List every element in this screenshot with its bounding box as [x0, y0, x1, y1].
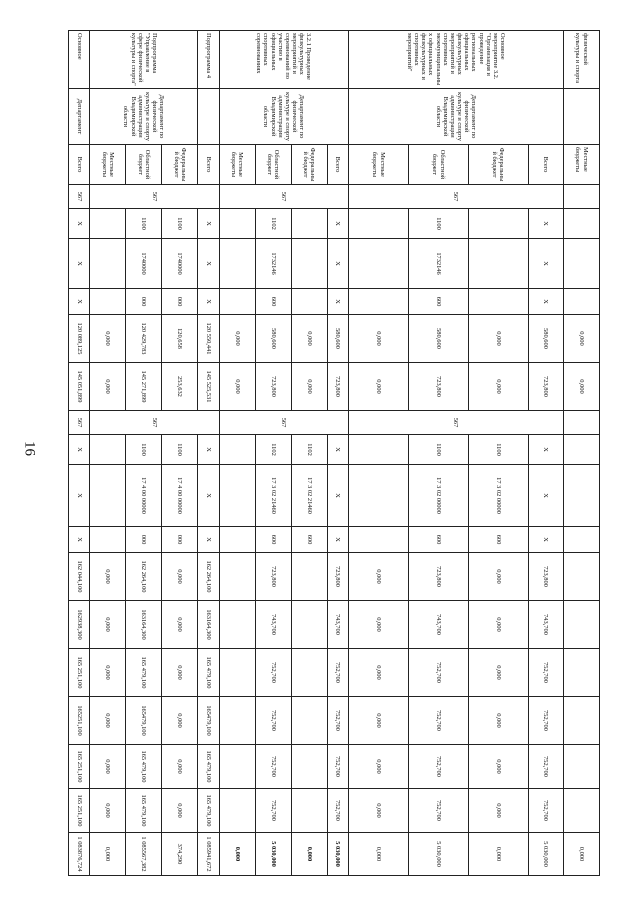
table-cell: 567: [90, 411, 219, 435]
table-cell: X: [528, 465, 563, 527]
table-cell: 120 089,125: [69, 315, 90, 363]
table-cell: Департамент по физической культуре и спорту администрации Владимирской области: [348, 89, 563, 145]
table-cell: 0,000: [468, 833, 528, 876]
table-cell: [563, 745, 599, 789]
table-cell: [563, 649, 599, 697]
table-cell: 162 264,100: [126, 553, 162, 601]
table-cell: 0,000: [219, 833, 255, 876]
table-cell: [563, 601, 599, 649]
table-cell: [563, 185, 599, 209]
table-cell: 567: [69, 185, 90, 209]
table-cell: 0,000: [162, 553, 198, 601]
table-cell: X: [528, 527, 563, 553]
table-cell: 0,000: [348, 789, 408, 833]
table-cell: 1732146: [255, 239, 291, 289]
table-cell: Местные бюджеты: [348, 145, 408, 185]
table-cell: 165 251,100: [69, 649, 90, 697]
table-cell: 120 550,441: [198, 315, 219, 363]
table-cell: Департамент по физической культуре и спорту администрации Владимирской области: [90, 89, 198, 145]
table-cell: 600: [408, 527, 468, 553]
table-cell: 165 479,100: [198, 745, 219, 789]
table-cell: Федеральный бюджет: [291, 145, 327, 185]
table-row: [69, 31, 90, 876]
table-cell: 0,000: [90, 363, 126, 411]
table-cell: [219, 435, 255, 465]
table-cell: 752,700: [408, 745, 468, 789]
table-row: [255, 31, 291, 876]
table-cell: [198, 89, 219, 145]
table-cell: 580,600: [408, 315, 468, 363]
table-cell: 0,000: [219, 363, 255, 411]
table-cell: 162938,300: [69, 601, 90, 649]
table-cell: [563, 435, 599, 465]
table-cell: 600: [291, 527, 327, 553]
table-cell: 752,700: [255, 649, 291, 697]
table-cell: 723,800: [327, 363, 348, 411]
table-cell: Местные бюджеты: [90, 145, 126, 185]
table-cell: [348, 527, 408, 553]
table-cell: физической культуры и спорта: [563, 31, 599, 89]
table-cell: [90, 435, 126, 465]
table-row: [348, 31, 408, 876]
table-cell: 752,700: [327, 649, 348, 697]
table-cell: X: [327, 209, 348, 239]
table-cell: 723,800: [255, 553, 291, 601]
table-row: [327, 31, 348, 876]
table-cell: 752,700: [408, 697, 468, 745]
table-cell: 0,000: [563, 833, 599, 876]
table-row: [198, 31, 219, 876]
table-cell: 0,000: [563, 363, 599, 411]
table-cell: [219, 697, 255, 745]
table-row: [219, 31, 255, 876]
table-cell: 0,000: [90, 789, 126, 833]
table-cell: 163164,300: [126, 601, 162, 649]
table-cell: X: [198, 435, 219, 465]
table-cell: [563, 239, 599, 289]
table-cell: [291, 649, 327, 697]
table-cell: 1 085941,672: [198, 833, 219, 876]
table-cell: 752,700: [327, 789, 348, 833]
table-cell: [219, 527, 255, 553]
table-cell: 723,800: [327, 553, 348, 601]
table-cell: Федеральный бюджет: [468, 145, 528, 185]
table-cell: 752,700: [255, 789, 291, 833]
table-cell: 1732146: [408, 239, 468, 289]
table-cell: X: [69, 435, 90, 465]
table-cell: X: [528, 209, 563, 239]
table-row: [126, 31, 162, 876]
table-cell: 165 479,100: [126, 745, 162, 789]
table-cell: [219, 209, 255, 239]
table-cell: 165 479,100: [126, 649, 162, 697]
table-cell: X: [69, 465, 90, 527]
table-cell: 0,000: [468, 553, 528, 601]
table-cell: 165 479,100: [198, 649, 219, 697]
table-cell: Основное мероприятие 3.2. "Организация и проведение региональных официальных физкультурных мероприятий и спортивных межмуниципальных официальных физкультурных и спортивных мероприятий": [348, 31, 563, 89]
table-cell: 5 030,000: [255, 833, 291, 876]
table-cell: 567: [348, 411, 563, 435]
table-cell: 1100: [126, 209, 162, 239]
table-cell: 567: [219, 411, 348, 435]
table-cell: 0,000: [348, 833, 408, 876]
table-cell: 580,600: [327, 315, 348, 363]
table-cell: [90, 527, 126, 553]
table-cell: [219, 465, 255, 527]
table-row: [408, 31, 468, 876]
table-cell: [219, 289, 255, 315]
table-cell: 752,700: [528, 697, 563, 745]
table-cell: Всего: [69, 145, 90, 185]
table-cell: 743,700: [528, 601, 563, 649]
table-row: [528, 31, 563, 876]
table-cell: 165251,100: [69, 697, 90, 745]
table-cell: Всего: [528, 145, 563, 185]
table-cell: 1102: [255, 435, 291, 465]
table-cell: 0,000: [348, 553, 408, 601]
table-cell: 0,000: [90, 553, 126, 601]
table-cell: 1100: [408, 209, 468, 239]
table-cell: 165 251,100: [69, 745, 90, 789]
table-row: [468, 31, 528, 876]
table-cell: 17 3 02 21460: [291, 465, 327, 527]
table-cell: X: [327, 289, 348, 315]
table-cell: 0,000: [219, 315, 255, 363]
table-cell: 0,000: [348, 745, 408, 789]
table-cell: 5 030,000: [408, 833, 468, 876]
table-cell: X: [69, 209, 90, 239]
table-cell: [563, 697, 599, 745]
table-cell: 17 3 02 00000: [468, 465, 528, 527]
table-cell: 743,700: [255, 601, 291, 649]
table-cell: 0,000: [348, 363, 408, 411]
table-cell: 0,000: [348, 315, 408, 363]
table-cell: [291, 289, 327, 315]
table-cell: 120,658: [162, 315, 198, 363]
table-cell: 1100: [162, 435, 198, 465]
table-cell: 165479,100: [126, 697, 162, 745]
table-cell: 1740000: [162, 239, 198, 289]
table-cell: X: [198, 465, 219, 527]
table-cell: 1 085567,382: [126, 833, 162, 876]
table-cell: Всего: [327, 145, 348, 185]
table-cell: 752,700: [408, 649, 468, 697]
table-cell: [291, 745, 327, 789]
table-cell: [219, 601, 255, 649]
table-cell: 17 4 00 00000: [126, 465, 162, 527]
table-cell: 1100: [162, 209, 198, 239]
table-cell: [219, 649, 255, 697]
table-cell: 1100: [468, 435, 528, 465]
table-cell: 0,000: [90, 745, 126, 789]
table-cell: 0,000: [162, 649, 198, 697]
table-cell: 0,000: [162, 601, 198, 649]
table-cell: 0,000: [90, 833, 126, 876]
table-cell: [291, 697, 327, 745]
table-cell: [468, 289, 528, 315]
table-cell: Подпрограмма "Управление в сфере физической культуры и спорта": [90, 31, 198, 89]
table-cell: 567: [219, 185, 348, 209]
table-cell: 752,700: [528, 649, 563, 697]
table-cell: 0,000: [468, 789, 528, 833]
table-cell: 1 083876,724: [69, 833, 90, 876]
table-cell: X: [327, 527, 348, 553]
page-number: 16: [21, 441, 38, 456]
table-cell: 0,000: [291, 315, 327, 363]
table-cell: 0,000: [291, 363, 327, 411]
table-cell: [563, 789, 599, 833]
table-cell: Всего: [198, 145, 219, 185]
table-cell: [563, 209, 599, 239]
table-cell: Местные бюджеты: [563, 145, 599, 185]
table-cell: 580,600: [255, 315, 291, 363]
table-cell: X: [198, 527, 219, 553]
table-cell: 600: [255, 527, 291, 553]
rotated-page: [68, 30, 600, 875]
table-cell: 145 051,899: [69, 363, 90, 411]
table-cell: 3.2.1 Проведение физкультурных мероприятий и соревнований по участию в официальных спортивных соревнованиях: [219, 31, 348, 89]
table-cell: Подпрограмма 4: [198, 31, 219, 89]
table-cell: [219, 239, 255, 289]
table-cell: Основное: [69, 31, 90, 89]
table-cell: 253,632: [162, 363, 198, 411]
table-row: [291, 31, 327, 876]
table-cell: [291, 239, 327, 289]
table-cell: [468, 209, 528, 239]
table-cell: 600: [408, 289, 468, 315]
table-cell: X: [69, 239, 90, 289]
table-cell: [90, 209, 126, 239]
table-cell: 752,700: [255, 745, 291, 789]
table-cell: 000: [126, 289, 162, 315]
table-cell: 0,000: [162, 697, 198, 745]
table-cell: 600: [468, 527, 528, 553]
table-cell: X: [327, 465, 348, 527]
table-cell: 0,000: [468, 649, 528, 697]
table-cell: [90, 239, 126, 289]
table-cell: [348, 289, 408, 315]
table-cell: 000: [126, 527, 162, 553]
table-cell: 0,000: [90, 601, 126, 649]
table-cell: 0,000: [348, 649, 408, 697]
table-cell: 0,000: [468, 315, 528, 363]
table-cell: [348, 239, 408, 289]
table-cell: [563, 465, 599, 527]
table-cell: Федеральный бюджет: [162, 145, 198, 185]
table-cell: Областной бюджет: [408, 145, 468, 185]
table-cell: [348, 465, 408, 527]
table-cell: [348, 435, 408, 465]
table-cell: X: [528, 289, 563, 315]
table-cell: Департамент по физической культуре и спорту администрации Владимирской области: [219, 89, 348, 145]
table-cell: 165 479,100: [198, 789, 219, 833]
table-cell: 0,000: [348, 601, 408, 649]
table-cell: 0,000: [468, 601, 528, 649]
table-cell: 752,700: [327, 745, 348, 789]
table-cell: 145 525,531: [198, 363, 219, 411]
table-cell: Местные бюджеты: [219, 145, 255, 185]
table-cell: 1100: [408, 435, 468, 465]
table-cell: [468, 239, 528, 289]
table-cell: [348, 209, 408, 239]
table-cell: 0,000: [291, 833, 327, 876]
table-cell: 1102: [255, 209, 291, 239]
table-cell: X: [327, 239, 348, 289]
table-row: [162, 31, 198, 876]
table-cell: 17 4 00 00000: [162, 465, 198, 527]
table-cell: Департамент: [69, 89, 90, 145]
table-cell: 752,700: [255, 697, 291, 745]
table-row: [563, 31, 599, 876]
table-cell: 0,000: [90, 315, 126, 363]
table-cell: 743,700: [408, 601, 468, 649]
table-cell: 165 479,100: [126, 789, 162, 833]
table-cell: [219, 789, 255, 833]
table-cell: 600: [255, 289, 291, 315]
table-cell: [90, 289, 126, 315]
table-cell: Областной бюджет: [255, 145, 291, 185]
table-cell: 5 030,000: [528, 833, 563, 876]
table-cell: 752,700: [528, 789, 563, 833]
table-cell: [291, 553, 327, 601]
table-cell: 165 251,100: [69, 789, 90, 833]
table-cell: X: [327, 435, 348, 465]
table-cell: [563, 411, 599, 435]
table-cell: 0,000: [563, 315, 599, 363]
table-cell: 567: [69, 411, 90, 435]
table-cell: [563, 89, 599, 145]
budget-table: [68, 30, 600, 876]
table-cell: 723,800: [408, 553, 468, 601]
table-cell: 0,000: [468, 363, 528, 411]
table-cell: [219, 553, 255, 601]
table-cell: 1100: [126, 435, 162, 465]
table-cell: 163164,300: [198, 601, 219, 649]
table-cell: [563, 289, 599, 315]
table-cell: 0,000: [90, 697, 126, 745]
table-cell: 743,700: [327, 601, 348, 649]
table-cell: X: [198, 289, 219, 315]
table-cell: 723,800: [255, 363, 291, 411]
table-cell: 0,000: [162, 745, 198, 789]
table-cell: 120 429,783: [126, 315, 162, 363]
table-cell: 0,000: [468, 697, 528, 745]
table-cell: 1102: [291, 435, 327, 465]
table-cell: X: [198, 209, 219, 239]
table-cell: 17 3 02 21460: [255, 465, 291, 527]
table-cell: [563, 527, 599, 553]
table-cell: 723,800: [408, 363, 468, 411]
table-cell: [90, 465, 126, 527]
table-cell: [291, 209, 327, 239]
table-cell: 000: [162, 289, 198, 315]
table-cell: 752,700: [327, 697, 348, 745]
table-cell: [291, 601, 327, 649]
table-cell: 17 3 02 00000: [408, 465, 468, 527]
table-cell: 0,000: [348, 697, 408, 745]
table-cell: 580,600: [528, 315, 563, 363]
table-cell: X: [528, 435, 563, 465]
table-cell: 0,000: [162, 789, 198, 833]
table-row: [90, 31, 126, 876]
table-cell: 165479,100: [198, 697, 219, 745]
table-cell: [563, 553, 599, 601]
table-cell: 567: [348, 185, 563, 209]
table-cell: 1740000: [126, 239, 162, 289]
table-cell: X: [69, 527, 90, 553]
table-cell: X: [198, 239, 219, 289]
table-cell: 145 271,899: [126, 363, 162, 411]
table-cell: 723,800: [528, 553, 563, 601]
table-cell: 723,800: [528, 363, 563, 411]
table-cell: 752,700: [528, 745, 563, 789]
table-cell: 000: [162, 527, 198, 553]
table-cell: X: [69, 289, 90, 315]
table-cell: X: [528, 239, 563, 289]
table-cell: Областной бюджет: [126, 145, 162, 185]
table-cell: 0,000: [468, 745, 528, 789]
table-cell: 162 264,100: [198, 553, 219, 601]
table-cell: 374,290: [162, 833, 198, 876]
table-cell: 567: [90, 185, 219, 209]
table-cell: 752,700: [408, 789, 468, 833]
table-cell: 5 030,000: [327, 833, 348, 876]
table-cell: [291, 789, 327, 833]
table-cell: [219, 745, 255, 789]
table-cell: 0,000: [90, 649, 126, 697]
table-cell: 162 044,100: [69, 553, 90, 601]
